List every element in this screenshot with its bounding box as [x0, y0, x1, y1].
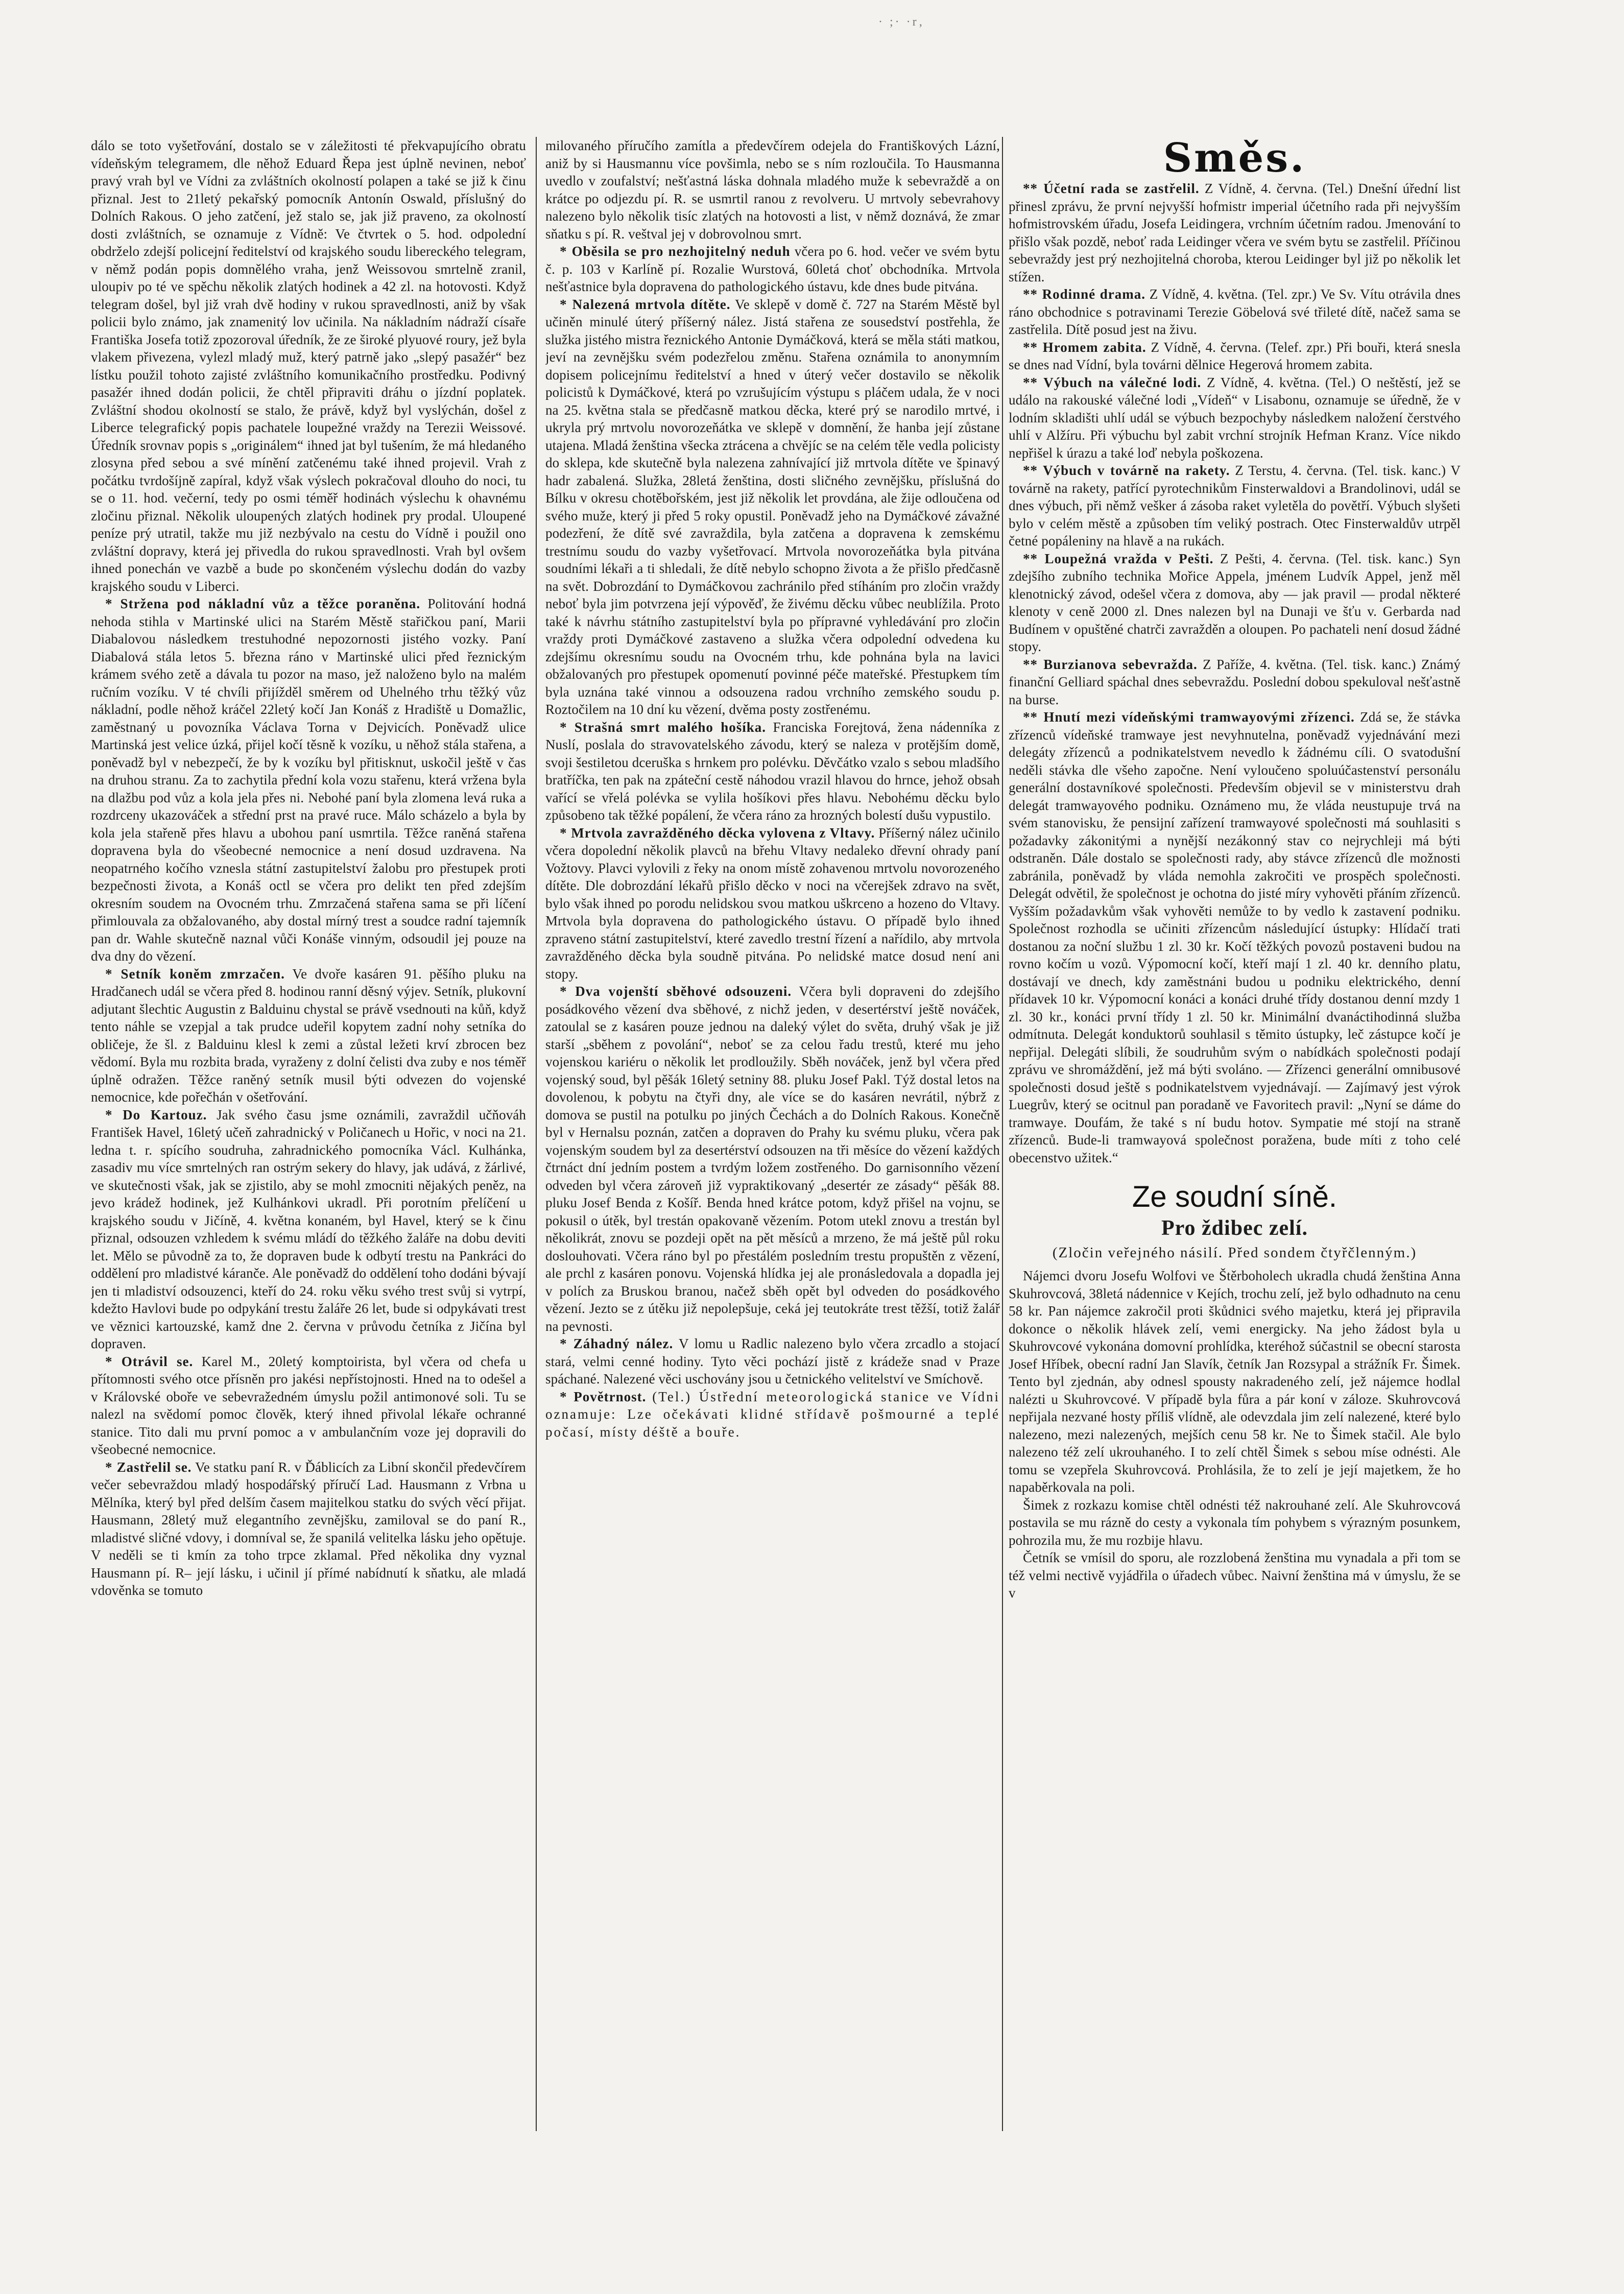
article-paragraph: [545, 296, 1000, 719]
article-paragraph: Šimek z rozkazu komise chtěl odnésti též nakrouhané zelí. Ale Skuhrovcová postavila se mu rázně do cesty a vykonala tím pohybem s výrazným posunkem, pohrozila mu, že mu rozbije hlavu.: [1009, 1497, 1461, 1548]
article-text: Franciska Forejtová, žena nádenníka z Nuslí, poslala do stravovatelského závodu, který se naleza v protějším domě, svoji šestiletou dceruška s hrnkem pro polévku. Děvčátko vzalo s sebou mladšího bratříčka, ten pak na zpáteční cestě náhodou vrazil hlavou do hrnce, jehož obsah vařící se vřelá polévka se vylila hošíkovi přes hlavu. Nebohému děcku bylo způsobeno tak těžké popálení, že včera ráno za hrozných bolestí dušu vypustilo.: [545, 719, 1000, 823]
header-marks: · ;· ·r‚: [878, 15, 925, 29]
article-text: Z Vídně, 4. května. (Tel. zpr.) Ve Sv. Vítu otrávila dnes ráno obchodnice s potravinami Terezie Göbelová své třileté dítě, načež sama se zastřelila. Dítě posud jest na živu.: [1009, 286, 1461, 337]
article-text: Politování hodná nehoda stihla v Martinské ulici na Starém Městě stařičkou paní, Marii Diabalovou následkem trestuhodné nepozornosti jistého vozky. Paní Diabalová stála letos 5. března ráno v Martinské ulici před řeznickým krámem svého zetě a dávala tu pozor na maso, jež naloženo bylo na malém ručním vozíku. V té chvíli přijížděl směrem od Uhelného trhu těžký vůz nákladní, podle něhož kráčel 22letý kočí Jan Konáš z Hradiště u Domažlic, zaměstnaný u povozníka Václava Torna v Dejvicích. Poněvadž ulice Martinská jest velice úzká, přijel kočí těsně k vozíku, u něhož stála stařena, a poněvadž byl v nebezpečí, že by k vozíku byl přitisknut, uskočil ještě v čas na druhou stranu. Za to zachytila přední kola vozu stařenu, která vržena byla na dlažbu pod vůz a kola jela přes ni. Nebohé paní byla zlomena levá ruka a rozdrceny ukazováček a střední prst na pravé ruce. Málo scházelo a byla by kola jela stařeně přes hlavu a ubohou paní usmrtila. Těžce raněná stařena dopravena byla do všeobecné nemocnice a není dosud uzdravena. Na neopatrného kočího vznesla státní zastupitelství žalobu pro přestupek proti bezpečnosti života, a Konáš octl se včera pro delikt ten před zdejším okresním soudem na Ovocném trhu. Zmrzačená stařena sama se při líčení přimlouvala za obžalovaného, aby dostal mírný trest a soudce radní tajemník pan dr. Wahle skutečně naznal vůči Konáše vinným, odsoudil jej pouze na dva dny do vězení.: [91, 596, 526, 964]
article-heading: * Oběsila se pro nezhojitelný neduh: [560, 244, 791, 259]
article-paragraph: [91, 965, 526, 1106]
article-text: Z Vídně, 4. června. (Telef. zpr.) Při bouři, která snesla se dnes nad Vídní, byla továrni dělnice Hegerová hromem zabita.: [1009, 339, 1461, 372]
article-heading: * Nalezená mrtvola dítěte.: [560, 296, 731, 312]
column-1: [91, 137, 526, 2159]
article-paragraph: milovaného příručího zamítla a předevčírem odejela do Františkových Lázní, aniž by si Hausmannu více povšimla, nebo se s ním rozloučila. To Hausmanna uvedlo v zoufalství; nešťastná láska dohnala mladého muže k sebevraždě a on krátce po odjezdu pí. R. se usmrtil ranou z revolveru. U mrtvoly sebevrahovy nalezeno bylo několik tisíc zlatých na hotovosti a list, v němž doznává, že zmar sňatku s pí. R. veštval jej v dobrovolnou smrt.: [545, 138, 1000, 242]
article-paragraph: [545, 1388, 1000, 1441]
article-heading: * Dva vojenští sběhové odsouzeni.: [560, 984, 792, 999]
article-heading: * Povětrnost.: [560, 1389, 647, 1404]
article-heading: * Setník koněm zmrzačen.: [105, 966, 285, 982]
article-heading: ** Výbuch na válečné lodi.: [1023, 374, 1202, 390]
article-heading: * Do Kartouz.: [105, 1107, 207, 1122]
article-heading: ** Účetní rada se zastřelil.: [1023, 181, 1200, 196]
article-text: Z Vídně, 4. června. (Tel.) Dnešní úřední list přinesl zprávu, že první nejvyšší hofmistr imperial účetního rada při nejvyšším hofmistrovském úřadu, Josefa Leidingera, vrchním účetním radou. Jmenování to přišlo však pozdě, neboť rada Leidinger včera ve svém bytu se zastřelil. Příčinou sebevraždy jest prý nezhojitelná choroba, kterou Leidinger byl již po několik let stížen.: [1009, 181, 1461, 284]
article-text: Karel M., 20letý komptoirista, byl včera od chefa u přítomnosti svého otce přísněn pro jakési nepřístojnosti. Hned na to odešel a v Královské oboře ve sebevražedném úmyslu požil antimonové soli. Tu se nalezl na svědomí pomoc člověk, který ihned přivolal lékaře ochranné stanice. Tito dali mu první pomoc a v ambulančním voze jej dopravili do všeobecné nemocnice.: [91, 1353, 526, 1457]
article-paragraph: [91, 1459, 526, 1599]
article-paragraph: [545, 824, 1000, 983]
court-article-title: Pro ždibec zelí.: [1161, 1216, 1308, 1240]
column-divider-2: [1002, 137, 1003, 2131]
article-text: Ve dvoře kasáren 91. pěšího pluku na Hradčanech udál se včera před 8. hodinou ranní děsný výjev. Setník, plukovní adjutant šlechtic Augustin z Balduinu chystal se právě vsednouti na kůň, když tento náhle se vzepjal a tak prudce udeřil kopytem zadní nohy setníka do obličeje, že šl. z Balduinu klesl k zemi a zůstal ležeti krví zbrocen bez vědomí. Byla mu rozbita brada, vyraženy z dolní čelisti dva zuby e nos téměř úplně odražen. Těžce raněný setník musil býti odvezen do vojenské nemocnice, kde pořečhán v ošetřování.: [91, 966, 526, 1105]
article-text: Z Vídně, 4. května. (Tel.) O neštěstí, jež se událo na rakouské válečné lodi „Vídeň“ v Lisabonu, oznamuje se úředně, že v lodním skladišti uhlí udál se výbuch bezpochyby následkem naložení čerstvého uhlí v Alžíru. Při výbuchu byl zabit vrchní strojník Hefman Kranz. Více nikdo nepřišel k úrazu a také loď nebyla poškozena.: [1009, 374, 1461, 461]
article-paragraph: Nájemci dvoru Josefu Wolfovi ve Štěrboholech ukradla chudá ženština Anna Skuhrovcová, 38letá nádennice v Kejích, trochu zelí, jež bylo odhadnuto na cenu 58 kr. Pan nájemce zakročil proti škůdnici svého majetku, která jej připravila dokonce o několik hlávek zelí, vemi energicky. Na jeho žádost byla u Skuhrovcové vykonána domovní prohlídka, kteréhož súčastnil se obecní starosta Josef Hříbek, obecní radní Jan Slavík, četník Jan Rozsypal a strážník Fr. Šimek. Tento byl zjednán, aby odnesl spousty nakradeného zelí, jež nájemce hodlal nalézti u Skuhrovcové. V případě byla fůra a pár koní v záloze. Skuhrovcová nepřijala nezvané hosty příliš vlídně, ale odevzdala jim zelí nalezené, které bylo nalezeno, mezi nalezených, mejších cenu 58 kr. Ne to Šimek stačil. Ale bylo nalezeno též zelí ukrouhaného. I to zelí chtěl Šimek s sebou míse odnésti. Ale tomu se vzepřela Skuhrovcová. Prohlásila, že to zelí je její majetkem, že ho napaběrkovala na poli.: [1009, 1268, 1461, 1495]
article-paragraph: Četník se vmísil do sporu, ale rozzlobená ženština mu vynadala a při tom se též velmi nectivě vyjádřila o úřadech vůbec. Naivní ženština má v úmyslu, že se v: [1009, 1550, 1461, 1600]
article-text: Z Pešti, 4. června. (Tel. tisk. kanc.) Syn zdejšího zubního technika Mořice Appela, jménem Ludvík Appel, jenž měl klenotnický závod, odešel včera z domova, aby — jak pravil — prodal některé klenoty v ceně 2000 zl. Dnes nalezen byl na Dunaji ve šťu v. Gerbarda nad Budínem v opuštěné chatrči zavražděn a oloupen. Po pachateli není dosud žádné stopy.: [1009, 551, 1461, 654]
article-text: Včera byli dopraveni do zdejšího posádkového vězení dva sběhové, z nichž jeden, v desertérství ještě nováček, zatoulal se z kasáren pouze jednou na daleký výlet do světa, druhý však je již starší „sběhem z povolání“, neboť se za celou řadu trestů, které mu jeho vojenskou kariéru o několik let prodloužily. Sběh nováček, jenž byl včera před vojenský soud, byl pěšák 16letý setniny 88. pluku Josef Pakl. Týž dostal letos na dovolenou, k pobytu na čtyři dny, ale více se do kasáren nevrátil, nýbrž z domova se pustil na potulku po jiných Čechách a do Dolních Rakous. Konečně byl v Hernalsu poznán, zatčen a dopraven do Prahy ku svému pluku, včera pak vojenským soudem byl za desertérství odsouzen na tři měsíce do vězení každých čtrnáct dní jedním postem a tvrdým ložem zostřeného. Do garnisonního vězení odveden byl včera zároveň již vypraktikovaný „desertér ze zásady“ pěšák 88. pluku Josef Benda z Košíř. Benda hned krátce potom, když přišel na vojnu, se pokusil o útěk, byl trestán opakovaně vězením. Potom utekl znovu a trestán byl několikrát, znovu se pozdeji opět na pět měsíců a mrzeno, že má ještě půl roku doslouhovati. Včera ráno byl po přestálém posledním trestu propuštěn z vězení, ale prchl z kasáren ponovu. Vojenská hlídka jej ale pronásledovala a dopadla jej v polích za Bruskou branou, načež sběh opět byl odveden do posádkového vězení. Jezto se z útěku již nepolepšuje, ceká jej teutokráte trest těžší, totiž žalář na pevnosti.: [545, 984, 1000, 1334]
article-paragraph: [1009, 708, 1461, 1166]
article-heading: ** Burzianova sebevražda.: [1023, 656, 1198, 672]
article-paragraph: dálo se toto vyšetřování, dostalo se v záležitosti té překvapujícího obratu vídeňským telegramem, dle něhož Eduard Řepa jest úplně nevinen, neboť pravý vrah byl ve Vídni za zvláštních okolností polapen a také se již k činu přiznal. Jest to 21letý pekařský pomocník Antonín Oswald, příslušný do Dolních Rakous. O jeho zatčení, jež stalo se, jak již praveno, za okolností dosti zvláštních, se oznamuje z Vídně: Ve čtvrtek o 5. hod. odpolední obdrželo zdejší policejní ředitelství od krajského soudu libereckého telegram, v němž podán popis domnělého vraha, jenž Weissovou smrtelně zranil, uloupiv po té ve spěchu několik zlatých hodinek a 42 zl. na hotovosti. Když telegram došel, byl již vrah dvě hodiny v rukou spravedlnosti, aniž by však policii bylo známo, jak znamenitý lov učinila. Na nákladním nádraží císaře Františka Josefa totiž zpozoroval úředník, že ze široké plyuové roury, jež byla vlakem přivezena, vylezl mladý muž, který patrně jako „slepý pasažér“ bez lístku použil tohoto zajisté zvláštního komunikačního prostředku. Podivný pasažér ihned dodán policii, že chtěl připraviti dráhu o jízdní poplatek. Zvláštní shodou okolností se stalo, že právě, když byl vyslýchán, došel z Liberce telegrafický popis pachatele loupežné vraždy na Terezii Weissové. Úředník srovnav popis s „originálem“ ihned jat byl tušením, že má hledaného zlosyna před sebou a své mínění zatčenému také ihned projevil. Vrah z počátku tvrdošíjně zapíral, když však výslech pokračoval dlouho do noci, tu se o 11. hod. večerní, tedy po osmi téměř hodinách výslechu k ohavnému zločinu přiznal. Několik uloupených zlatých hodinek pry prodal. Uloupené peníze prý utratil, takže mu již nezbývalo na cestu do Vídně i použil ono zvláštní dopravy, která jej přivedla do rukou spravedlnosti. Vrah byl ovšem ihned ponechán ve vazbě a bude po skončeném výslechu dodán do vazby krajského soudu v Liberci.: [91, 138, 526, 594]
court-section-title: Ze soudní síně.: [1132, 1180, 1338, 1213]
article-text: včera po 6. hod. večer ve svém bytu č. p. 103 v Karlíně pí. Rozalie Wurstová, 60letá choť obchodníka. Mrtvola nešťastnice byla dopravena do pathologického ústavu, kde dnes bude pitvána.: [545, 244, 1000, 294]
article-paragraph: [545, 719, 1000, 824]
article-paragraph: [545, 243, 1000, 296]
article-paragraph: [1009, 462, 1461, 550]
article-heading: ** Hnutí mezi vídeňskými tramwayovými zřízenci.: [1023, 709, 1355, 725]
article-text: Ve statku paní R. v Ďáblicích za Libní skončil předevčírem večer sebevraždou mladý hospodářský příručí Lad. Hausmann z Vrbna u Mělníka, který byl před delším časem majitelkou statku do svých věcí přijat. Hausmann, 28letý muž elegantního zevnějšku, zamiloval se do paní R., mladistvé sličné vdovy, i domníval se, že spanilá velitelka lásku jeho opětuje. V neděli se ti kmín za toho trpce zklamal. Před několika dny vyznal Hausmann pí. R– její lásku, i učinil jí přímé nabídnutí k sňatku, ale mladá vdověnka se tomuto: [91, 1459, 526, 1598]
court-article-caption: (Zločin veřejného násilí. Před sondem čtyřčlenným.): [1052, 1245, 1417, 1261]
article-paragraph: [1009, 180, 1461, 285]
article-heading: * Strašná smrt malého hošíka.: [560, 719, 767, 735]
article-heading: * Otrávil se.: [105, 1353, 194, 1369]
article-text: (Tel.) Ústřední meteorologická stanice ve Vídni oznamuje: Lze očekávati klidné střídavě pošmourné a teplé počasí, místy déště a bouře.: [545, 1389, 1000, 1440]
article-text: Jak svého času jsme oznámili, zavraždil učňováh František Havel, 16letý učeň zahradnický v Poličanech u Hořic, v noci na 21. ledna t. r. spícího soudruha, zahradnického pomocníka Václ. Kulhánka, zasadiv mu více smrtelných ran ostrým sekery do hlavy, jak udává, z žárlivé, ve skutečnosti však, jak se zjistilo, aby se mohl zmocniti nějakých peněz, na jevo krádež hodinek, jež Kulhánkovi ukradl. Při porotním přelíčení u krajského soudu v Jičíně, 4. května konaném, byl Havel, který se k činu přiznal, odsouzen vzhledem k svému mládí do těžkého žaláře na dobu deviti let. Mělo se původně za to, že dopraven bude k odbytí trestu na Pankráci do oddělení pro mladistvé káranče. Ale poněvadž do oddělení toho dodáni bývají jen ti mladiství odsouzenci, kteří do 24. roku věku svého trest svůj si vytrpí, kdežto Havlovi bude po odpykání trestu žaláře 26 let, bude si odpykávati trest ve věznici kartouzské, kamž dne 2. června v průvodu četníka z Jičína byl dopraven.: [91, 1107, 526, 1351]
section-title: Směs.: [1163, 137, 1306, 181]
article-heading: ** Výbuch v továrně na rakety.: [1023, 463, 1230, 478]
article-paragraph: [1009, 550, 1461, 656]
article-paragraph: [545, 1335, 1000, 1388]
article-text: V lomu u Radlic nalezeno bylo včera zrcadlo a stojací stará, velmi cenné hodiny. Tyto věci pochází jistě z krádeže snad v Praze spáchané. Nalezené věci uschovány jsou u četnického velitelství ve Smíchově.: [545, 1336, 1000, 1387]
column-2: [545, 137, 1000, 2159]
article-text: Z Paříže, 4. května. (Tel. tisk. kanc.) Známý finanční Gelliard spáchal dnes sebevraždu. Poslední dobou spekuloval nešťastně na burse.: [1009, 656, 1461, 707]
article-text: Příšerný nález učinilo včera dopolední několik plavců na břehu Vltavy nedaleko dřevní ohrady paní Vožtovy. Plavci vylovili z řeky na onom místě zohavenou mrtvolu novorozeného dítěte. Dle dobrozdání lékařů přišlo děcko v noci na včerejšek zdravo na svět, bylo však ihned po porodu nelidskou svou matkou uškrceno a hozeno do Vltavy. Mrtvola byla dopravena do pathologického ústavu. O případě bylo ihned zpraveno státní zastupitelství, které zavedlo trestní řízení a nařídilo, aby mrtvola zavražděného děcka byla soudně pitvána. Po nelidské matce dosud není ani stopy.: [545, 825, 1000, 982]
article-heading: ** Rodinné drama.: [1023, 286, 1146, 302]
article-paragraph: [91, 1353, 526, 1459]
article-heading: ** Hromem zabita.: [1023, 339, 1147, 355]
article-text: Ve sklepě v domě č. 727 na Starém Městě byl učiněn minulé úterý příšerný nález. Jistá stařena ze sousedství postřehla, že služka jistého mistra řeznického Antonie Dymáčková, která se měla státi matkou, jeví na zevnějšku svém podezřelou změnu. Stařena oznámila to anonymním dopisem policejnímu ředitelství a hned v úterý večer dostavilo se několik policistů k Dymáčkové, která po vzrušujícím výstupu s pláčem udala, že v noci na 25. května stala se předčasně matkou děcka, které prý se narodilo mrtvé, i ukryla prý mrtvolu novorozeňátka ve sklepě v domnění, že hanba její zůstane utajena. Mladá ženština všecka ztrácena a chvějíc se na celém těle vedla policisty do sklepa, kde skutečně byla nalezena zahnívající již mrtvola dítěte ve špinavý hadr zabalená. Služka, 28letá ženština, dosti sličného zevnějšku, příslušná do Bílku v okresu chotěbořském, jest již několik let provdána, ale žije odloučena od svého muže, který ji před 5 roky opustil. Poněvadž jeho na Dymáčkové závažné podezření, že dítě své zavraždila, byla zatčena a dopravena k zemskému trestnímu soudu do vazby vyšetřovací. Mrtvola novorozeňátka byla pitvána soudními lékaři a ti shledali, že dítě nebylo schopno života a že přišlo předčasně na svět. Dobrozdání to Dymáčkovou zachránilo před stíháním pro zločin vraždy neboť byla jim potvrzena její výpověď, že živému děcku vůbec neublížila. Proto také k návrhu státního zastupitelství byla po přípravné vyhledávání pro zločin vraždy proti Dymáčkové zastaveno a služka včera odpolední odvedena ku zdejšímu okresnímu soudu na Ovocném trhu, kde pohnána byla na lavici obžalovaných pro přestupek opomenutí povinné péče mateřské. Přestupkem tím byla uznána také vinnou a odsouzena radou vrchního zemského soudu p. Roztočilem na 10 dní ku vězení, dvěma posty zostřenému.: [545, 296, 1000, 717]
article-heading: * Mrtvola zavražděného děcka vylovena z Vltavy.: [560, 825, 875, 841]
column-divider-1: [536, 137, 537, 2131]
article-paragraph: [545, 983, 1000, 1335]
article-heading: * Záhadný nález.: [560, 1336, 674, 1351]
article-text: Zdá se, že stávka zřízenců vídeňské tramwaye jest nevyhnutelna, poněvadž vyjednávání mezi delegáty zřízenců a podnikatelstvem nevedlo k žádnému cíli. O svatodušní neděli stávka dle všeho započne. Není vyloučeno spoluúčastenství personálu generální dostavníkové společnosti. Především objevil se v ministerstvu drah delegát tramwayového podniku. Oznámeno mu, že vláda neustupuje trvá na svém stanovisku, že pensijní zařízení tramwayové společnosti má souhlasiti s požadavky zákonitými a nynější nezákonný stav co nejrychleji má býti odstraněn. Dále dostalo se společnosti rady, aby stávce zřízenců dle možnosti zabránila, poněvadž by vláda nemohla zakročiti ve prospěch společnosti. Delegát odvětil, že společnost je ochotna do jisté míry vyhověti přáním zřízenců. Vyšším požadavkům však vyhověti nemůže to by vedlo k zastavení podniku. Společnost rozhodla se učiniti zřízencům následující ústupky: Hlídačí trati dostanou za noční službu 1 zl. 30 kr. Kočí těžkých povozů postaveni budou na rovno kočím u vozů. Výpomocní kočí, kteří mají 1 zl. 40 kr. denního platu, dostávají ve dnech, kdy zaměstnáni budou u podniku elektrického, denní přídavek 10 kr. Výpomocní konáci a konáci druhé třídy dostanou denní mzdy 1 zl. 30 kr., konáci první třídy 1 zl. 50 kr. Minimální dvanáctihodinná služba odmítnuta. Delegát konduktorů souhlasil s těmito ústupky, leč zástupce kočí je nepřijal. Delegáti slíbili, že soudruhům svým o nabídkách společnosti podají zprávu ve shromáždění, jež má býti svoláno. — Zřízenci generální omnibusové společnosti dosud ještě s podnikatelstvem vyjednávají. — Zajímavý jest výrok Luegrův, který se ocitnul pan poradaně ve Favoritech pravil: „Nyní se dáme do tramwaye. Doufám, že také s ní budu hotov. Sympatie mé stojí na straně zřízenců. Bude-li tramwayová společnost poražena, bude míti z toho celé obecenstvo užitek.“: [1009, 709, 1461, 1165]
article-paragraph: [1009, 656, 1461, 709]
article-paragraph: [1009, 285, 1461, 339]
article-heading: * Zastřelil se.: [105, 1459, 192, 1475]
article-paragraph: [91, 1106, 526, 1353]
article-heading: * Stržena pod nákladní vůz a těžce poraněna.: [105, 596, 421, 611]
article-text: Z Terstu, 4. června. (Tel. tisk. kanc.) V továrně na rakety, patřící pyrotechnikům Finsterwaldovi a Brandolinovi, udál se dnes výbuch, při němž vešker á zásoba raket vyletěla do povětří. Výbuch slyšeti bylo v celém městě a způsoben tím veliký postrach. Otec Finsterwaldův utrpěl četné popáleniny na hlavě a na rukách.: [1009, 463, 1461, 548]
column-3: [1009, 137, 1461, 2159]
article-paragraph: [1009, 374, 1461, 462]
article-paragraph: [1009, 339, 1461, 374]
article-heading: ** Loupežná vražda v Pešti.: [1023, 551, 1214, 566]
article-paragraph: [91, 595, 526, 965]
